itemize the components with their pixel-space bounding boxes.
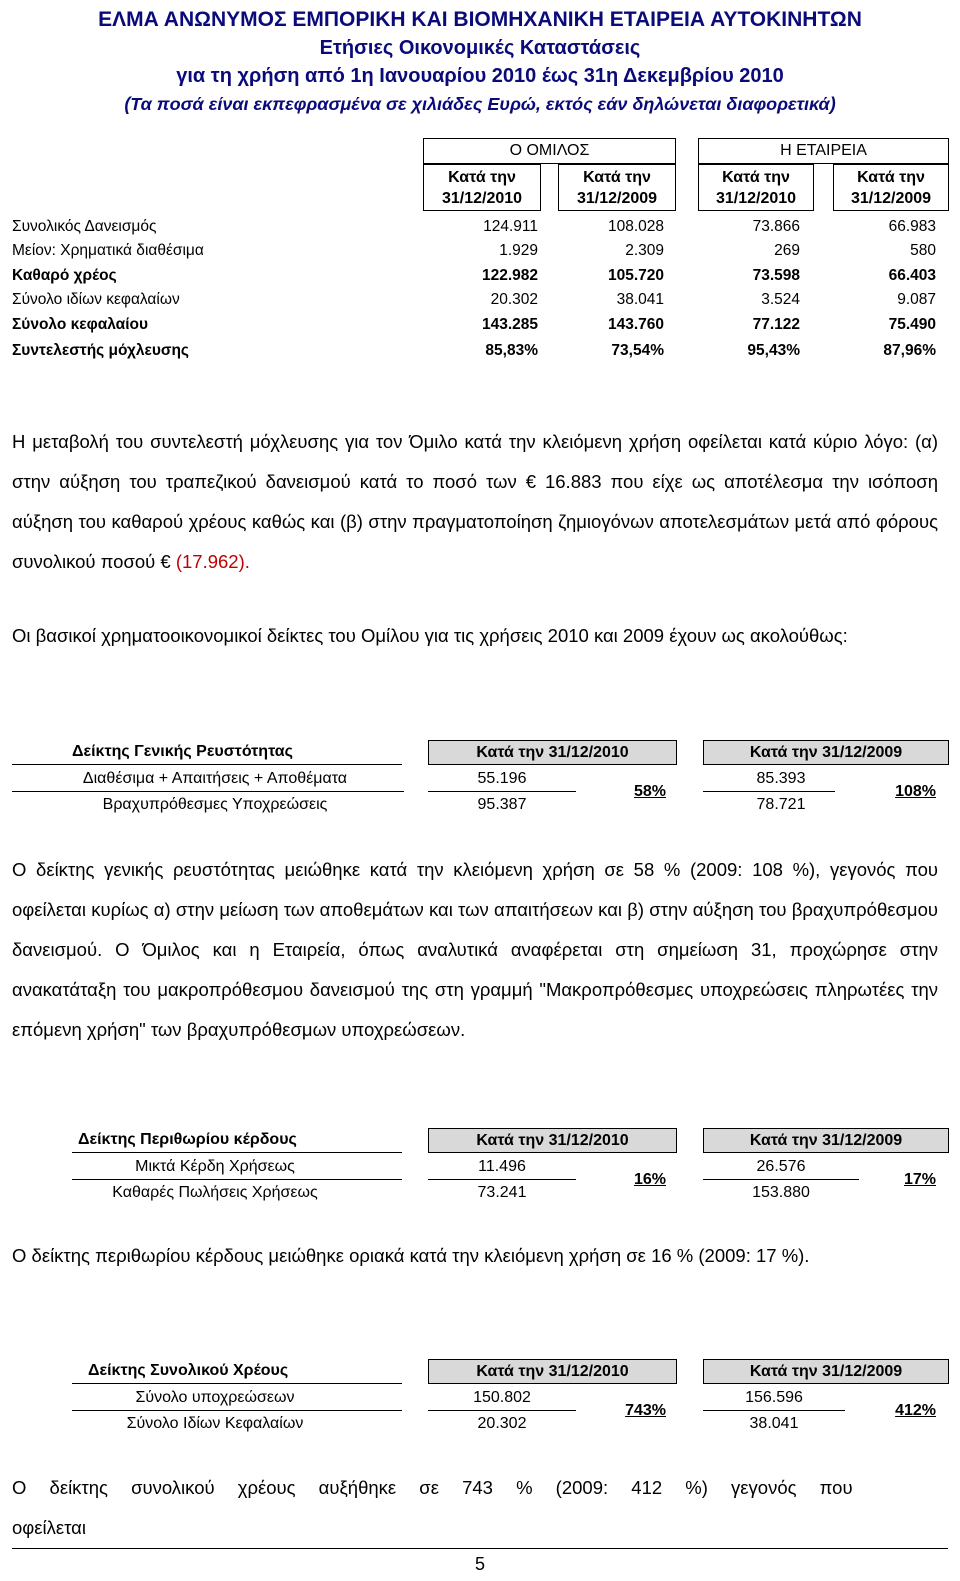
column-header-2010: Κατά την 31/12/2010 <box>428 1359 677 1384</box>
column-header-2009: Κατά την 31/12/2009 <box>703 1128 949 1153</box>
cell-value: 95,43% <box>747 342 800 359</box>
ratio-percent-2010: 16% <box>633 1171 666 1188</box>
total-debt-ratio-block <box>0 1359 960 1439</box>
denominator-label: Βραχυπρόθεσμες Υποχρεώσεις <box>102 796 328 813</box>
column-header: Κατά την 31/12/2009 <box>558 164 676 211</box>
ratio-percent-2009: 412% <box>895 1402 936 1419</box>
denominator-2010: 73.241 <box>477 1184 527 1201</box>
numerator-2009: 156.596 <box>745 1389 803 1406</box>
table-row <box>12 264 952 288</box>
table-row <box>12 339 952 363</box>
cell-value: 124.911 <box>483 218 538 235</box>
report-title: Ετήσιες Οικονομικές Καταστάσεις <box>319 37 641 59</box>
cell-value: 269 <box>774 242 800 259</box>
ratio-percent-2009: 108% <box>895 783 936 800</box>
numerator-label: Μικτά Κέρδη Χρήσεως <box>135 1158 295 1175</box>
leverage-paragraph: Η μεταβολή του συντελεστή μόχλευσης για τον Όμιλο κατά την κλειόμενη χρήση οφείλεται κατά κύριο λόγο: (α) στην αύξηση του τραπεζικού δανεισμού κατά το ποσό των € 16.883 που είχε ως αποτέλεσμα την ισόποση αύξηση του καθαρού χρέους καθώς και (β) στην πραγματοποίηση ζημιογόνων αποτελεσμάτων μετά από φόρους συνολικού ποσού € (17.962). <box>12 431 938 572</box>
row-label: Συνολικός Δανεισμός <box>12 218 157 235</box>
margin-paragraph: Ο δείκτης περιθωρίου κέρδους μειώθηκε οριακά κατά την κλειόμενη χρήση σε 16 % (2009: 17 %). <box>12 1245 810 1266</box>
cell-value: 66.403 <box>888 267 936 284</box>
document-header <box>0 6 960 118</box>
profit-margin-ratio-block <box>0 1128 960 1208</box>
row-label: Σύνολο ιδίων κεφαλαίων <box>12 291 180 308</box>
cell-value: 105.720 <box>607 267 664 284</box>
cell-value: 20.302 <box>490 291 538 308</box>
cell-value: 77.122 <box>752 316 800 333</box>
cell-value: 66.983 <box>888 218 936 235</box>
company-name: ΕΛΜΑ ΑΝΩΝΥΜΟΣ ΕΜΠΟΡΙΚΗ ΚΑΙ ΒΙΟΜΗΧΑΝΙΚΗ ΕΤΑΙΡΕΙΑ ΑΥΤΟΚΙΝΗΤΩΝ <box>98 8 862 31</box>
cell-value: 2.309 <box>625 242 664 259</box>
column-header: Κατά την 31/12/2010 <box>698 164 814 211</box>
footer-divider <box>12 1548 948 1549</box>
report-period: για τη χρήση από 1η Ιανουαρίου 2010 έως 31η Δεκεμβρίου 2010 <box>176 65 784 87</box>
cell-value: 38.041 <box>616 291 664 308</box>
row-label: Καθαρό χρέος <box>12 267 117 284</box>
currency-note: (Τα ποσά είναι εκπεφρασμένα σε χιλιάδες Ευρώ, εκτός εάν δηλώνεται διαφορετικά) <box>124 94 836 114</box>
liquidity-ratio-block <box>0 740 960 820</box>
cell-value: 73,54% <box>611 342 664 359</box>
cell-value: 143.760 <box>607 316 664 333</box>
group-header-group: Ο ΟΜΙΛΟΣ <box>423 138 676 164</box>
table-row <box>12 313 952 337</box>
cell-value: 1.929 <box>499 242 538 259</box>
page-number: 5 <box>474 1554 485 1574</box>
numerator-2010: 55.196 <box>477 770 527 787</box>
ratio-title: Δείκτης Γενικής Ρευστότητας <box>72 743 293 760</box>
row-label: Σύνολο κεφαλαίου <box>12 316 148 333</box>
numerator-2010: 11.496 <box>478 1158 526 1175</box>
column-header-2009: Κατά την 31/12/2009 <box>703 740 949 765</box>
cell-value: 87,96% <box>883 342 936 359</box>
cell-value: 580 <box>910 242 936 259</box>
denominator-2009: 153.880 <box>752 1184 810 1201</box>
cell-value: 108.028 <box>607 218 664 235</box>
column-header-2009: Κατά την 31/12/2009 <box>703 1359 949 1384</box>
denominator-2010: 95.387 <box>477 796 527 813</box>
cell-value: 85,83% <box>485 342 538 359</box>
ratio-percent-2009: 17% <box>903 1171 936 1188</box>
ratio-title: Δείκτης Συνολικού Χρέους <box>88 1362 289 1379</box>
group-header-company: Η ΕΤΑΙΡΕΙΑ <box>698 138 949 164</box>
denominator-label: Καθαρές Πωλήσεις Χρήσεως <box>112 1184 318 1201</box>
cell-value: 9.087 <box>897 291 936 308</box>
column-header: Κατά την 31/12/2009 <box>833 164 949 211</box>
ratio-percent-2010: 58% <box>633 783 666 800</box>
ratio-percent-2010: 743% <box>625 1402 666 1419</box>
loss-amount: (17.962). <box>175 551 250 572</box>
row-label: Μείον: Χρηματικά διαθέσιμα <box>12 242 204 259</box>
column-header-2010: Κατά την 31/12/2010 <box>428 740 677 765</box>
debt-paragraph: Ο δείκτης συνολικού χρέους αυξήθηκε σε 743 % (2009: 412 %) γεγονός που οφείλεται <box>12 1477 853 1538</box>
table-row <box>12 215 952 239</box>
table-row <box>12 288 952 312</box>
numerator-2010: 150.802 <box>473 1389 531 1406</box>
numerator-label: Διαθέσιμα + Απαιτήσεις + Αποθέματα <box>82 770 348 787</box>
cell-value: 75.490 <box>888 316 936 333</box>
cell-value: 3.524 <box>761 291 800 308</box>
row-label: Συντελεστής μόχλευσης <box>12 342 189 359</box>
cell-value: 73.866 <box>752 218 800 235</box>
cell-value: 122.982 <box>481 267 538 284</box>
numerator-label: Σύνολο υποχρεώσεων <box>135 1389 295 1406</box>
denominator-2009: 38.041 <box>749 1415 799 1432</box>
denominator-label: Σύνολο Ιδίων Κεφαλαίων <box>126 1415 304 1432</box>
cell-value: 143.285 <box>481 316 538 333</box>
liquidity-paragraph: Ο δείκτης γενικής ρευστότητας μειώθηκε κατά την κλειόμενη χρήση σε 58 % (2009: 108 %), γεγονός που οφείλεται κυρίως α) στην μείωση των αποθεμάτων και των απαιτήσεων και β) στην αύξηση του βραχυπρόθεσμου δανεισμού. Ο Όμιλος και η Εταιρεία, όπως αναλυτικά αναφέρεται στη σημείωση 31, προχώρησε στην ανακατάταξη του μακροπρόθεσμου δανεισμού της στη γραμμή "Μακροπρόθεσμες υποχρεώσεις πληρωτέες την επόμενη χρήση" των βραχυπρόθεσμων υποχρεώσεων. <box>12 859 938 1040</box>
ratios-intro-paragraph: Οι βασικοί χρηματοοικονομικοί δείκτες του Ομίλου για τις χρήσεις 2010 και 2009 έχουν ως ακολούθως: <box>12 625 848 646</box>
numerator-2009: 26.576 <box>756 1158 806 1175</box>
numerator-2009: 85.393 <box>756 770 806 787</box>
column-header: Κατά την 31/12/2010 <box>423 164 541 211</box>
column-header-2010: Κατά την 31/12/2010 <box>428 1128 677 1153</box>
table-row <box>12 239 952 263</box>
denominator-2010: 20.302 <box>477 1415 527 1432</box>
ratio-title: Δείκτης Περιθωρίου κέρδους <box>78 1131 297 1148</box>
cell-value: 73.598 <box>752 267 800 284</box>
denominator-2009: 78.721 <box>756 796 806 813</box>
